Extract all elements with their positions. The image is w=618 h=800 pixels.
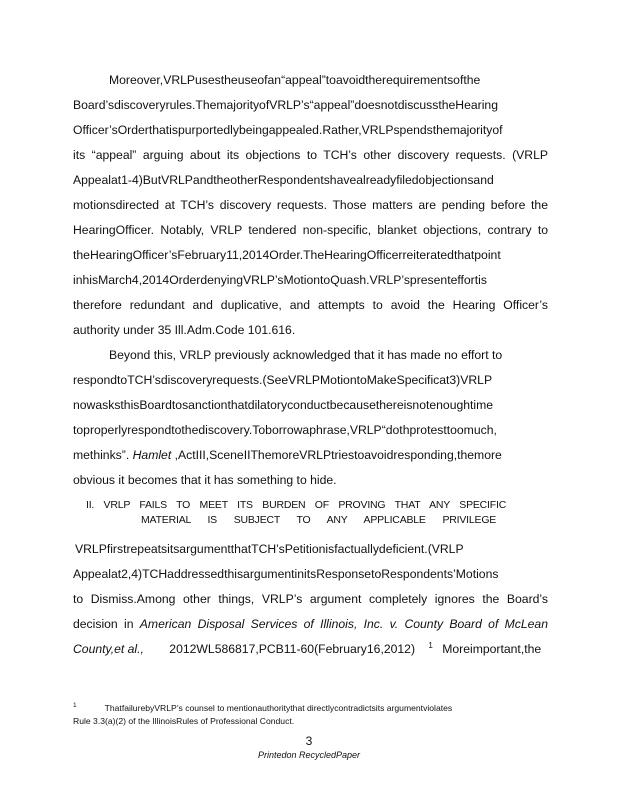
text-line: Beyond this, VRLP previously acknowledged that it has made no effort to: [109, 348, 503, 362]
text-line: HearingOfficer. Notably, VRLP tendered non-specific, blanket objections, contrary to: [73, 223, 548, 237]
separator: ,: [174, 448, 178, 462]
heading-word: MEET: [199, 499, 228, 511]
page-number: 3: [305, 734, 313, 748]
footnote: [73, 702, 543, 728]
heading-line-2: MATERIAL IS SUBJECT TO ANY APPLICABLE PRIVILEGE: [141, 514, 497, 526]
paragraph-beyond-this: [73, 343, 548, 493]
text-line: Appealat2,4)TCHaddressedthisargumentinitsResponsetoRespondents’Motions: [73, 567, 499, 581]
heading-word: THAT: [394, 499, 421, 511]
section-heading: [86, 498, 506, 528]
text-line: theHearingOfficer’sFebruary11,2014Order.TheHearingOfficerreiteratedthatpoint: [73, 248, 501, 262]
heading-word: TO: [176, 499, 191, 511]
footnote-line-1: [73, 702, 543, 715]
text-run: Moreimportant,the: [442, 642, 542, 656]
heading-line-1: [86, 498, 506, 513]
text-line: [73, 612, 548, 637]
text-line: Officer’sOrderthatispurportedlybeingappealed.Rather,VRLPspendsthemajorityof: [73, 123, 503, 137]
heading-word: FAILS: [139, 499, 167, 511]
footnote-reference[interactable]: 1: [428, 640, 433, 650]
text-line: inhisMarch4,2014OrderdenyingVRLP’sMotiontoQuash.VRLP’spresenteffortis: [73, 273, 487, 287]
heading-word: PROVING: [338, 499, 386, 511]
text-line: Board’sdiscoveryrules.ThemajorityofVRLP’s“appeal”doesnotdiscusstheHearing: [73, 98, 498, 112]
footnote-line-2: Rule 3.3(a)(2) of the IllinoisRules of Professional Conduct.: [73, 716, 295, 726]
text-line: therefore redundant and duplicative, and attempts to avoid the Hearing Officer’s: [73, 298, 548, 312]
text-line: its “appeal” arguing about its objections to TCH’s other discovery requests. (VRLP: [73, 148, 548, 162]
quote-end: methinks”.: [73, 448, 130, 462]
heading-word: ITS: [237, 499, 253, 511]
footnote-number: 1: [73, 702, 77, 710]
heading-word: ANY: [429, 499, 450, 511]
text-line: obvious it becomes that it has something to hide.: [73, 473, 337, 487]
heading-word: SPECIFIC: [459, 499, 507, 511]
recycled-paper-note: Printedon RecycledPaper: [257, 750, 361, 760]
heading-word: BURDEN: [262, 499, 306, 511]
paragraph-first-repeats: [73, 537, 548, 662]
paragraph-moreover: [73, 68, 548, 343]
text-line: [73, 637, 548, 662]
text-line: Moreover,VRLPusestheuseofan“appeal”toavoidtherequirementsofthe: [109, 73, 481, 87]
text-line-rest: ActIII,SceneIIThemoreVRLPtriestoavoidresponding,themore: [178, 448, 502, 462]
text-line: [73, 443, 548, 468]
text-line: to Dismiss.Among other things, VRLP’s argument completely ignores the Board’s: [73, 592, 548, 606]
text-line: toproperlyrespondtothediscovery.Toborrowaphrase,VRLP“dothprotesttoomuch,: [73, 423, 497, 437]
heading-word: II. VRLP: [86, 499, 130, 511]
footnote-text: ThatfailurebyVRLP’s counsel to mentionauthoritythat directlycontradictsits argumentviolates: [104, 703, 453, 713]
work-title: Hamlet: [132, 448, 172, 462]
case-name: County,et al.,: [73, 642, 144, 656]
case-name: American Disposal Services of Illinois, Inc. v. County Board of McLean: [139, 617, 548, 631]
text-line: Appealat1-4)ButVRLPandtheotherRespondentshavealreadyfiledobjectionsand: [73, 173, 494, 187]
citation: 2012WL586817,PCB11-60(February16,2012): [169, 642, 416, 656]
text-line: authority under 35 Ill.Adm.Code 101.616.: [73, 323, 296, 337]
text-line: nowasksthisBoardtosanctionthatdilatoryconductbecausethereisnotenoughtime: [73, 398, 494, 412]
text-run: decision in: [73, 617, 134, 631]
text-line: motionsdirected at TCH’s discovery requests. Those matters are pending before the: [73, 198, 548, 212]
heading-word: OF: [314, 499, 329, 511]
text-line: VRLPfirstrepeatsitsargumentthatTCH’sPetitionisfactuallydeficient.(VRLP: [75, 542, 464, 556]
text-line: respondtoTCH’sdiscoveryrequests.(SeeVRLPMotiontoMakeSpecificat3)VRLP: [73, 373, 493, 387]
